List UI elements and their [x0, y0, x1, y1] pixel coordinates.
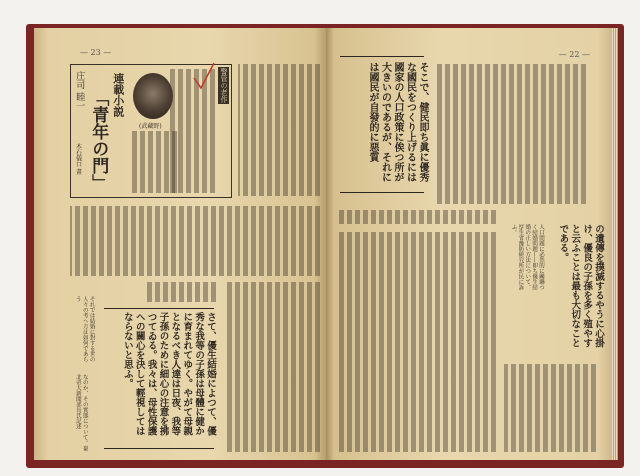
red-checkmark [191, 60, 217, 92]
page-number: — 22 — [558, 50, 590, 59]
left-page [34, 28, 326, 460]
book-scan [26, 24, 624, 468]
author-name: 庄司 睦一 [74, 71, 85, 110]
photo-caption: (武藏野) [139, 123, 162, 130]
divider [104, 308, 214, 309]
series-label: 連載小説 [111, 73, 125, 117]
body-text [436, 64, 586, 204]
divider [340, 192, 424, 193]
body-text [224, 282, 320, 452]
pull-quote: さて、優生結婚によつて、優秀な我等の子孫は母體に健かに育まれてゆく。やがて母親となるべき人達は日夜、我等子孫のために細心の注意を拂つてゐる。我々は、母性保護への關心を決して輕視してはならないと思ふ。 [121, 312, 216, 436]
body-text [238, 64, 320, 196]
body-text [336, 232, 496, 452]
story-title: 「青年の門」 [88, 89, 109, 191]
page-number: — 23 — [80, 48, 112, 57]
body-text [504, 364, 596, 452]
body-text [70, 206, 320, 276]
author-photo [133, 73, 173, 119]
column-header: 警管の老作 [220, 68, 228, 103]
page-edges [612, 28, 618, 460]
side-note: なのか、その實態について。臺北帝大新聞部長氏記述 [74, 374, 88, 451]
side-note: 人口問題に必然的に關聯つく結婚問題——即ち優生結婚の正しい方法について、厚生省豫防研究所が民に訴ふ。 [510, 224, 544, 290]
pull-quote: そこで、健民即ち眞に優秀な國民をつくり上げるには國家の人口政策に俟つ所が大きいのであるが、それには國民が自發的に惡質 [367, 62, 428, 182]
body-text [146, 282, 216, 302]
pull-quote: の遺傳を撲滅するやうに心掛け、優良の子孫を多く殖やすと云ふことは最も大切なことである。 [557, 224, 604, 348]
body-text [336, 210, 496, 224]
side-note: それでは結婚に對する世の人々の考へ方は如何であらう [74, 296, 95, 362]
divider [340, 56, 424, 57]
body-text [129, 131, 177, 193]
illustrator: 木石儀口 畫 [74, 143, 82, 175]
divider [104, 448, 214, 449]
right-page [326, 28, 612, 460]
